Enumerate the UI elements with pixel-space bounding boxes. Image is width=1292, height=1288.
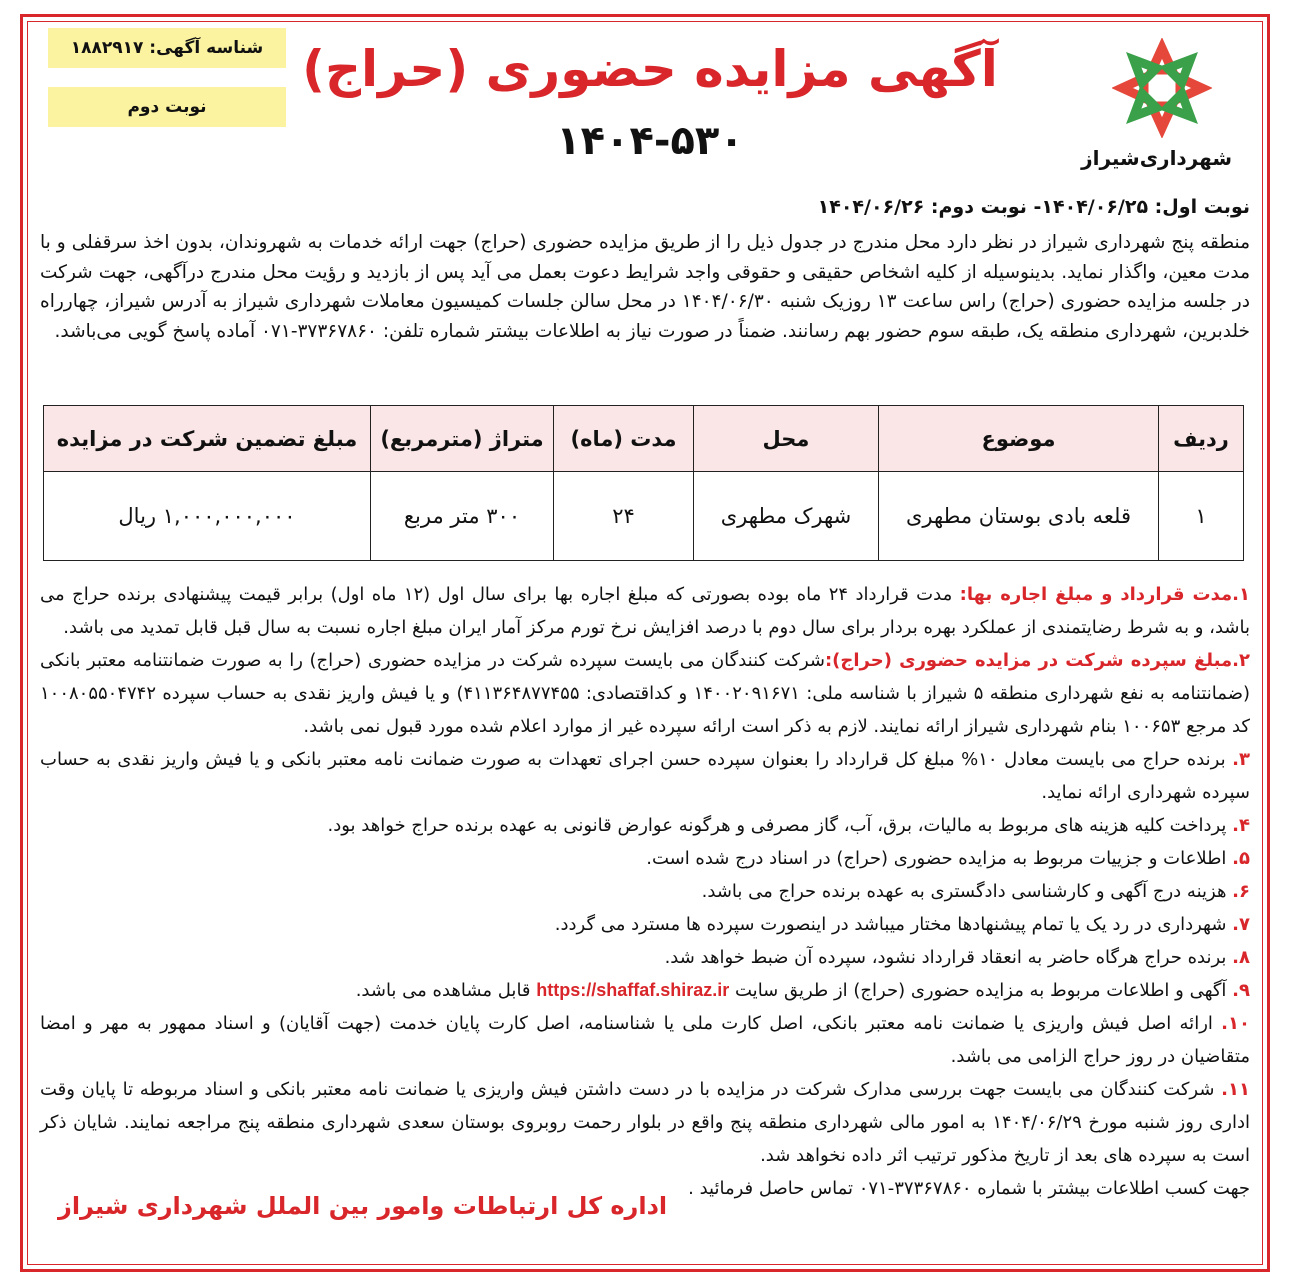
condition-item bbox=[40, 644, 1250, 743]
cell-location: شهرک مطهری bbox=[694, 472, 879, 561]
item-number: ۹. bbox=[1232, 980, 1250, 1001]
cell-duration: ۲۴ bbox=[554, 472, 694, 561]
cell-subject: قلعه بادی بوستان مطهری bbox=[879, 472, 1159, 561]
conditions-list bbox=[40, 578, 1250, 1205]
col-row: ردیف bbox=[1159, 406, 1244, 472]
item-text: شرکت کنندگان می بایست سپرده شرکت در مزایده حضوری (حراج) را به صورت ضمانتنامه معتبر بانکی (ضمانتنامه به نفع شهرداری منطقه ۵ شیراز با شناسه ملی: ۱۴۰۰۲۰۹۱۶۷۱ و کداقتصادی: ۴۱۱۳۶۴۸۷۷۴۵۵) و یا فیش واریز نقدی به حساب سپرده ۱۰۰۸۰۵۵۰۴۷۴۲ کد مرجع ۱۰۰۶۵۳ بنام شهرداری شیراز ارائه نمایند. لازم به ذکر است ارائه سپرده غیر از موارد اعلام شده مورد قبول نمی باشد. bbox=[40, 650, 1250, 737]
cell-guarantee: ۱,۰۰۰,۰۰۰,۰۰۰ ریال bbox=[44, 472, 371, 561]
item-text: برنده حراج می بایست معادل ۱۰% مبلغ کل قرارداد را بعنوان سپرده حسن اجرای تعهدات به صورت ضمانت نامه معتبر بانکی و یا فیش واریز نقدی به حساب سپرده شهرداری ارائه نماید. bbox=[40, 749, 1250, 803]
cell-row: ۱ bbox=[1159, 472, 1244, 561]
condition-item bbox=[40, 578, 1250, 644]
col-guarantee: مبلغ تضمین شرکت در مزایده bbox=[44, 406, 371, 472]
col-location: محل bbox=[694, 406, 879, 472]
page-title: آگهی مزایده حضوری (حراج) bbox=[302, 40, 998, 98]
item-number: ۴. bbox=[1232, 815, 1250, 836]
item-text: برنده حراج هرگاه حاضر به انعقاد قرارداد نشود، سپرده آن ضبط خواهد شد. bbox=[664, 947, 1233, 968]
item-text: مدت قرارداد ۲۴ ماه بوده بصورتی که مبلغ اجاره بها برای سال اول (۱۲ ماه اول) برابر قیمت پیشنهادی برنده حراج می باشد، و به شرط رضایتمندی از عملکرد بهره بردار برای سال دوم با درصد افزایش نرخ تورم مرکز آمار ایران مبلغ اجاره نسبت به سال قبل قابل تمدید می باشد. bbox=[40, 584, 1250, 638]
issuer-signature: اداره کل ارتباطات وامور بین الملل شهرداری شیراز bbox=[58, 1192, 668, 1220]
round-box: نوبت دوم bbox=[48, 87, 286, 127]
item-text: اطلاعات و جزییات مربوط به مزایده حضوری (حراج) در اسناد درج شده است. bbox=[646, 848, 1233, 869]
item-number: ۱. bbox=[1232, 584, 1251, 605]
contact-line: جهت کسب اطلاعات بیشتر با شماره ۳۷۳۶۷۸۶۰-۰۷۱ تماس حاصل فرمائید . bbox=[688, 1178, 1250, 1199]
item-text: شهرداری در رد یک یا تمام پیشنهادها مختار میباشد در اینصورت سپرده ها مسترد می گردد. bbox=[554, 914, 1233, 935]
condition-item bbox=[40, 809, 1250, 842]
item-number: ۷. bbox=[1232, 914, 1250, 935]
cell-area: ۳۰۰ متر مربع bbox=[371, 472, 554, 561]
item-text: آگهی و اطلاعات مربوط به مزایده حضوری (حراج) از طریق سایت bbox=[729, 980, 1233, 1001]
item-text: پرداخت کلیه هزینه های مربوط به مالیات، برق، آب، گاز مصرفی و هرگونه عوارض قانونی به عهده برنده حراج خواهد بود. bbox=[327, 815, 1233, 836]
col-duration: مدت (ماه) bbox=[554, 406, 694, 472]
auction-code: ۱۴۰۴-۵۳۰ bbox=[556, 118, 744, 164]
condition-item bbox=[40, 1073, 1250, 1172]
condition-item bbox=[40, 842, 1250, 875]
table-row bbox=[44, 472, 1244, 561]
condition-item bbox=[40, 908, 1250, 941]
item-number: ۵. bbox=[1232, 848, 1250, 869]
item-number: ۸. bbox=[1232, 947, 1250, 968]
item-number: ۱۰. bbox=[1221, 1013, 1250, 1034]
municipality-logo bbox=[1081, 38, 1232, 170]
intro-paragraph: منطقه پنج شهرداری شیراز در نظر دارد محل مندرج در جدول ذیل را از طریق مزایده حضوری (حراج) جهت ارائه خدمات به شهروندان، بدون اخذ سرقفلی و با مدت معین، واگذار نماید. بدینوسیله از کلیه اشخاص حقیقی و حقوقی واجد شرایط دعوت بعمل می آید پس از بازدید و رؤیت محل مندرج درآگهی، جهت شرکت در جلسه مزایده حضوری (حراج) راس ساعت ۱۳ روزیک شنبه ۱۴۰۴/۰۶/۳۰ در محل سالن جلسات کمیسیون معاملات شهرداری شیراز به آدرس شیراز، چهارراه خلدبرین، شهرداری منطقه یک، طبقه سوم حضور بهم رسانند. ضمناً در صورت نیاز به اطلاعات بیشتر شماره تلفن: ۳۷۳۶۷۸۶۰-۰۷۱ آماده پاسخ گویی می‌باشد. bbox=[40, 232, 1250, 342]
condition-item bbox=[40, 941, 1250, 974]
condition-item bbox=[40, 1007, 1250, 1073]
auction-table bbox=[43, 405, 1244, 561]
item-heading: مبلغ سپرده شرکت در مزایده حضوری (حراج): bbox=[824, 650, 1233, 671]
org-name: شهرداری‌شیراز bbox=[1081, 146, 1232, 170]
condition-item bbox=[40, 743, 1250, 809]
item-number: ۳. bbox=[1232, 749, 1250, 770]
condition-item bbox=[40, 875, 1250, 908]
item-heading: مدت قرارداد و مبلغ اجاره بها: bbox=[959, 584, 1233, 605]
col-subject: موضوع bbox=[879, 406, 1159, 472]
item-number: ۶. bbox=[1232, 881, 1250, 902]
item-text: قابل مشاهده می باشد. bbox=[355, 980, 537, 1001]
item-number: ۲. bbox=[1232, 650, 1250, 671]
ad-id-box: شناسه آگهی: ۱۸۸۲۹۱۷ bbox=[48, 28, 286, 68]
item-text: ارائه اصل فیش واریزی یا ضمانت نامه معتبر بانکی، اصل کارت ملی یا شناسنامه، اصل کارت پایان خدمت (جهت آقایان) و اسناد ممهور به مهر و امضا متقاضیان در روز حراج الزامی می باشد. bbox=[40, 1013, 1250, 1067]
item-number: ۱۱. bbox=[1221, 1079, 1250, 1100]
item-text: هزینه درج آگهی و کارشناسی دادگستری به عهده برنده حراج می باشد. bbox=[701, 881, 1233, 902]
item-text: شرکت کنندگان می بایست جهت بررسی مدارک شرکت در مزایده با در دست داشتن فیش واریزی یا ضمانت نامه معتبر بانکی و اسناد مربوطه تا پایان وقت اداری روز شنبه مورخ ۱۴۰۴/۰۶/۲۹ به امور مالی شهرداری منطقه پنج واقع در بلوار رحمت روبروی بوستان سعدی شهرداری منطقه پنج مراجعه نمایند. شایان ذکر است به سپرده های بعد از تاریخ مذکور ترتیب اثر داده نخواهد شد. bbox=[40, 1079, 1250, 1166]
condition-item bbox=[40, 974, 1250, 1007]
flower-logo-icon bbox=[1112, 38, 1212, 138]
table-header-row bbox=[44, 406, 1244, 472]
col-area: متراژ (مترمربع) bbox=[371, 406, 554, 472]
website-link[interactable]: https://shaffaf.shiraz.ir bbox=[536, 980, 730, 1000]
publish-dates: نوبت اول: ۱۴۰۴/۰۶/۲۵- نوبت دوم: ۱۴۰۴/۰۶/۲۶ bbox=[817, 196, 1250, 218]
